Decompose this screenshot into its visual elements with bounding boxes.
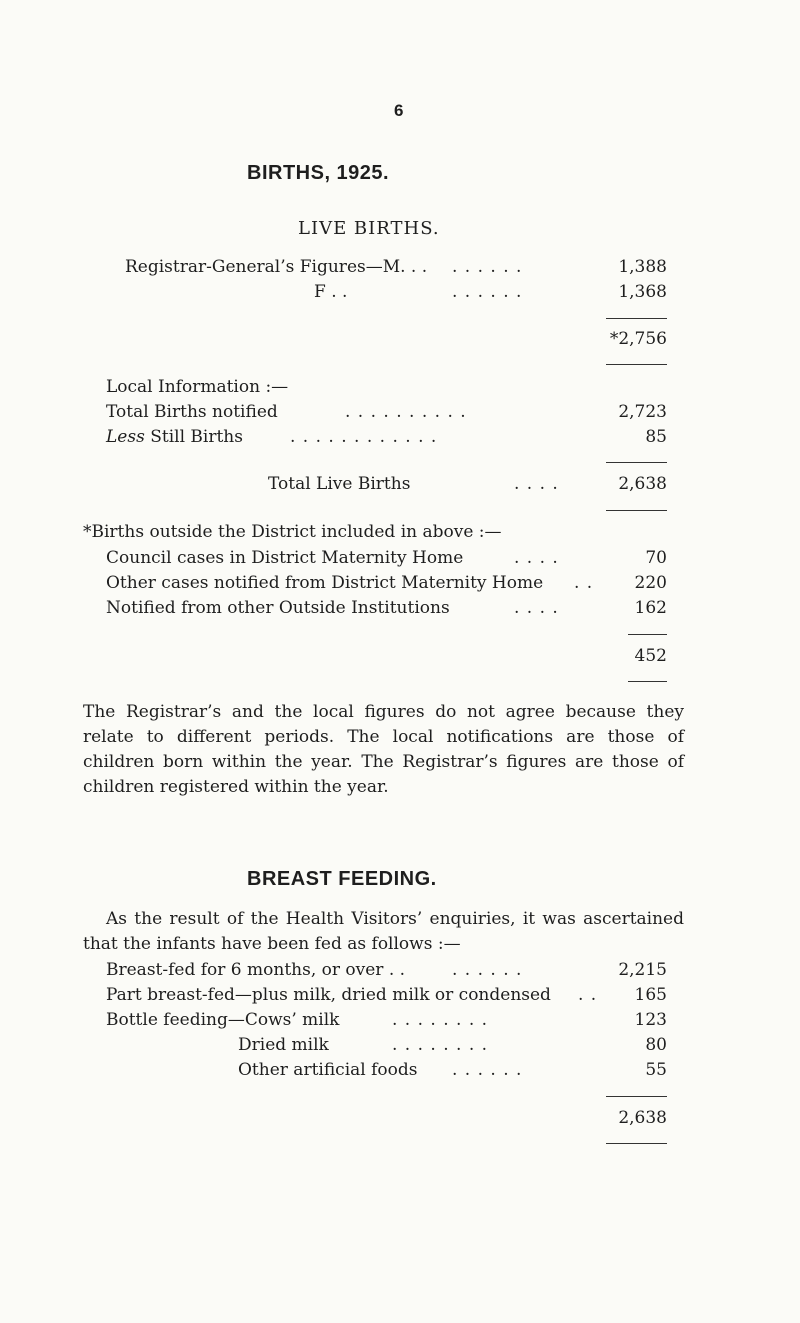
divider bbox=[606, 318, 667, 319]
feeding-total: 2,638 bbox=[618, 1108, 667, 1128]
council-cases-leader: . . . . bbox=[514, 548, 559, 568]
feeding-row-label: Part breast-fed—plus milk, dried milk or condensed bbox=[106, 985, 551, 1005]
feeding-row-value: 55 bbox=[645, 1060, 667, 1080]
local-information-heading: Local Information :— bbox=[106, 377, 289, 397]
registrar-f-value: 1,368 bbox=[618, 282, 667, 302]
feeding-row-label: Dried milk bbox=[238, 1035, 329, 1055]
outside-institutions-label: Notified from other Outside Institutions bbox=[106, 598, 450, 618]
registrar-f-label: F . . bbox=[314, 282, 348, 302]
outside-institutions-leader: . . . . bbox=[514, 598, 559, 618]
registrar-m-leader: . . . . . . bbox=[452, 257, 523, 277]
page-number: 6 bbox=[394, 101, 404, 120]
divider bbox=[606, 1143, 667, 1144]
registrar-m-value: 1,388 bbox=[618, 257, 667, 277]
feeding-row-value: 123 bbox=[634, 1010, 667, 1030]
feeding-row-leader: . . . . . . bbox=[452, 1060, 523, 1080]
still-births-text: Still Births bbox=[144, 427, 243, 447]
breast-feeding-heading: BREAST FEEDING. bbox=[247, 868, 437, 890]
feeding-row-leader: . . . . . . bbox=[452, 960, 523, 980]
feeding-row-value: 2,215 bbox=[618, 960, 667, 980]
council-cases-label: Council cases in District Maternity Home bbox=[106, 548, 464, 568]
divider bbox=[606, 1096, 667, 1097]
less-italic: Less bbox=[106, 427, 145, 447]
divider bbox=[628, 634, 667, 635]
live-births-subheading: LIVE BIRTHS. bbox=[298, 218, 440, 239]
total-births-notified-value: 2,723 bbox=[618, 402, 667, 422]
total-live-births-label: Total Live Births bbox=[268, 474, 411, 494]
council-cases-value: 70 bbox=[645, 548, 667, 568]
divider bbox=[628, 681, 667, 682]
breast-feeding-intro: As the result of the Health Visitors’ enquiries, it was ascertained that the infants have been fed as follows :— bbox=[83, 909, 684, 954]
feeding-row-leader: . . . . . . . . bbox=[392, 1010, 489, 1030]
feeding-row-leader: . . . . . . . . bbox=[392, 1035, 489, 1055]
other-cases-leader: . . bbox=[574, 573, 594, 593]
registrar-f-leader: . . . . . . bbox=[452, 282, 523, 302]
outside-births-total: 452 bbox=[634, 646, 667, 666]
feeding-row-label: Other artificial foods bbox=[238, 1060, 418, 1080]
total-live-births-value: 2,638 bbox=[618, 474, 667, 494]
total-births-notified-label: Total Births notified bbox=[106, 402, 278, 422]
outside-institutions-value: 162 bbox=[634, 598, 667, 618]
other-cases-value: 220 bbox=[634, 573, 667, 593]
feeding-row-label: Breast-fed for 6 months, or over . . bbox=[106, 960, 406, 980]
total-births-notified-leader: . . . . . . . . . . bbox=[345, 402, 467, 422]
feeding-row-value: 165 bbox=[634, 985, 667, 1005]
feeding-row-label: Bottle feeding—Cows’ milk bbox=[106, 1010, 340, 1030]
outside-births-heading: *Births outside the District included in above :— bbox=[83, 522, 502, 542]
total-live-births-leader: . . . . bbox=[514, 474, 559, 494]
feeding-row-value: 80 bbox=[645, 1035, 667, 1055]
still-births-value: 85 bbox=[645, 427, 667, 447]
other-cases-label: Other cases notified from District Maternity Home bbox=[106, 573, 544, 593]
births-heading: BIRTHS, 1925. bbox=[247, 162, 390, 184]
divider bbox=[606, 462, 667, 463]
still-births-leader: . . . . . . . . . . . . bbox=[290, 427, 438, 447]
divider bbox=[606, 510, 667, 511]
registrar-m-label: Registrar-General’s Figures—M. . . bbox=[125, 257, 428, 277]
registrar-note-paragraph: The Registrar’s and the local figures do not agree because they relate to different periods. The local notifications are those of children born within the year. The Registrar’s figures are those of children registered within the year. bbox=[83, 702, 684, 797]
feeding-row-leader: . . bbox=[578, 985, 598, 1005]
still-births-label bbox=[106, 427, 243, 447]
registrar-total: *2,756 bbox=[609, 329, 667, 349]
divider bbox=[606, 364, 667, 365]
